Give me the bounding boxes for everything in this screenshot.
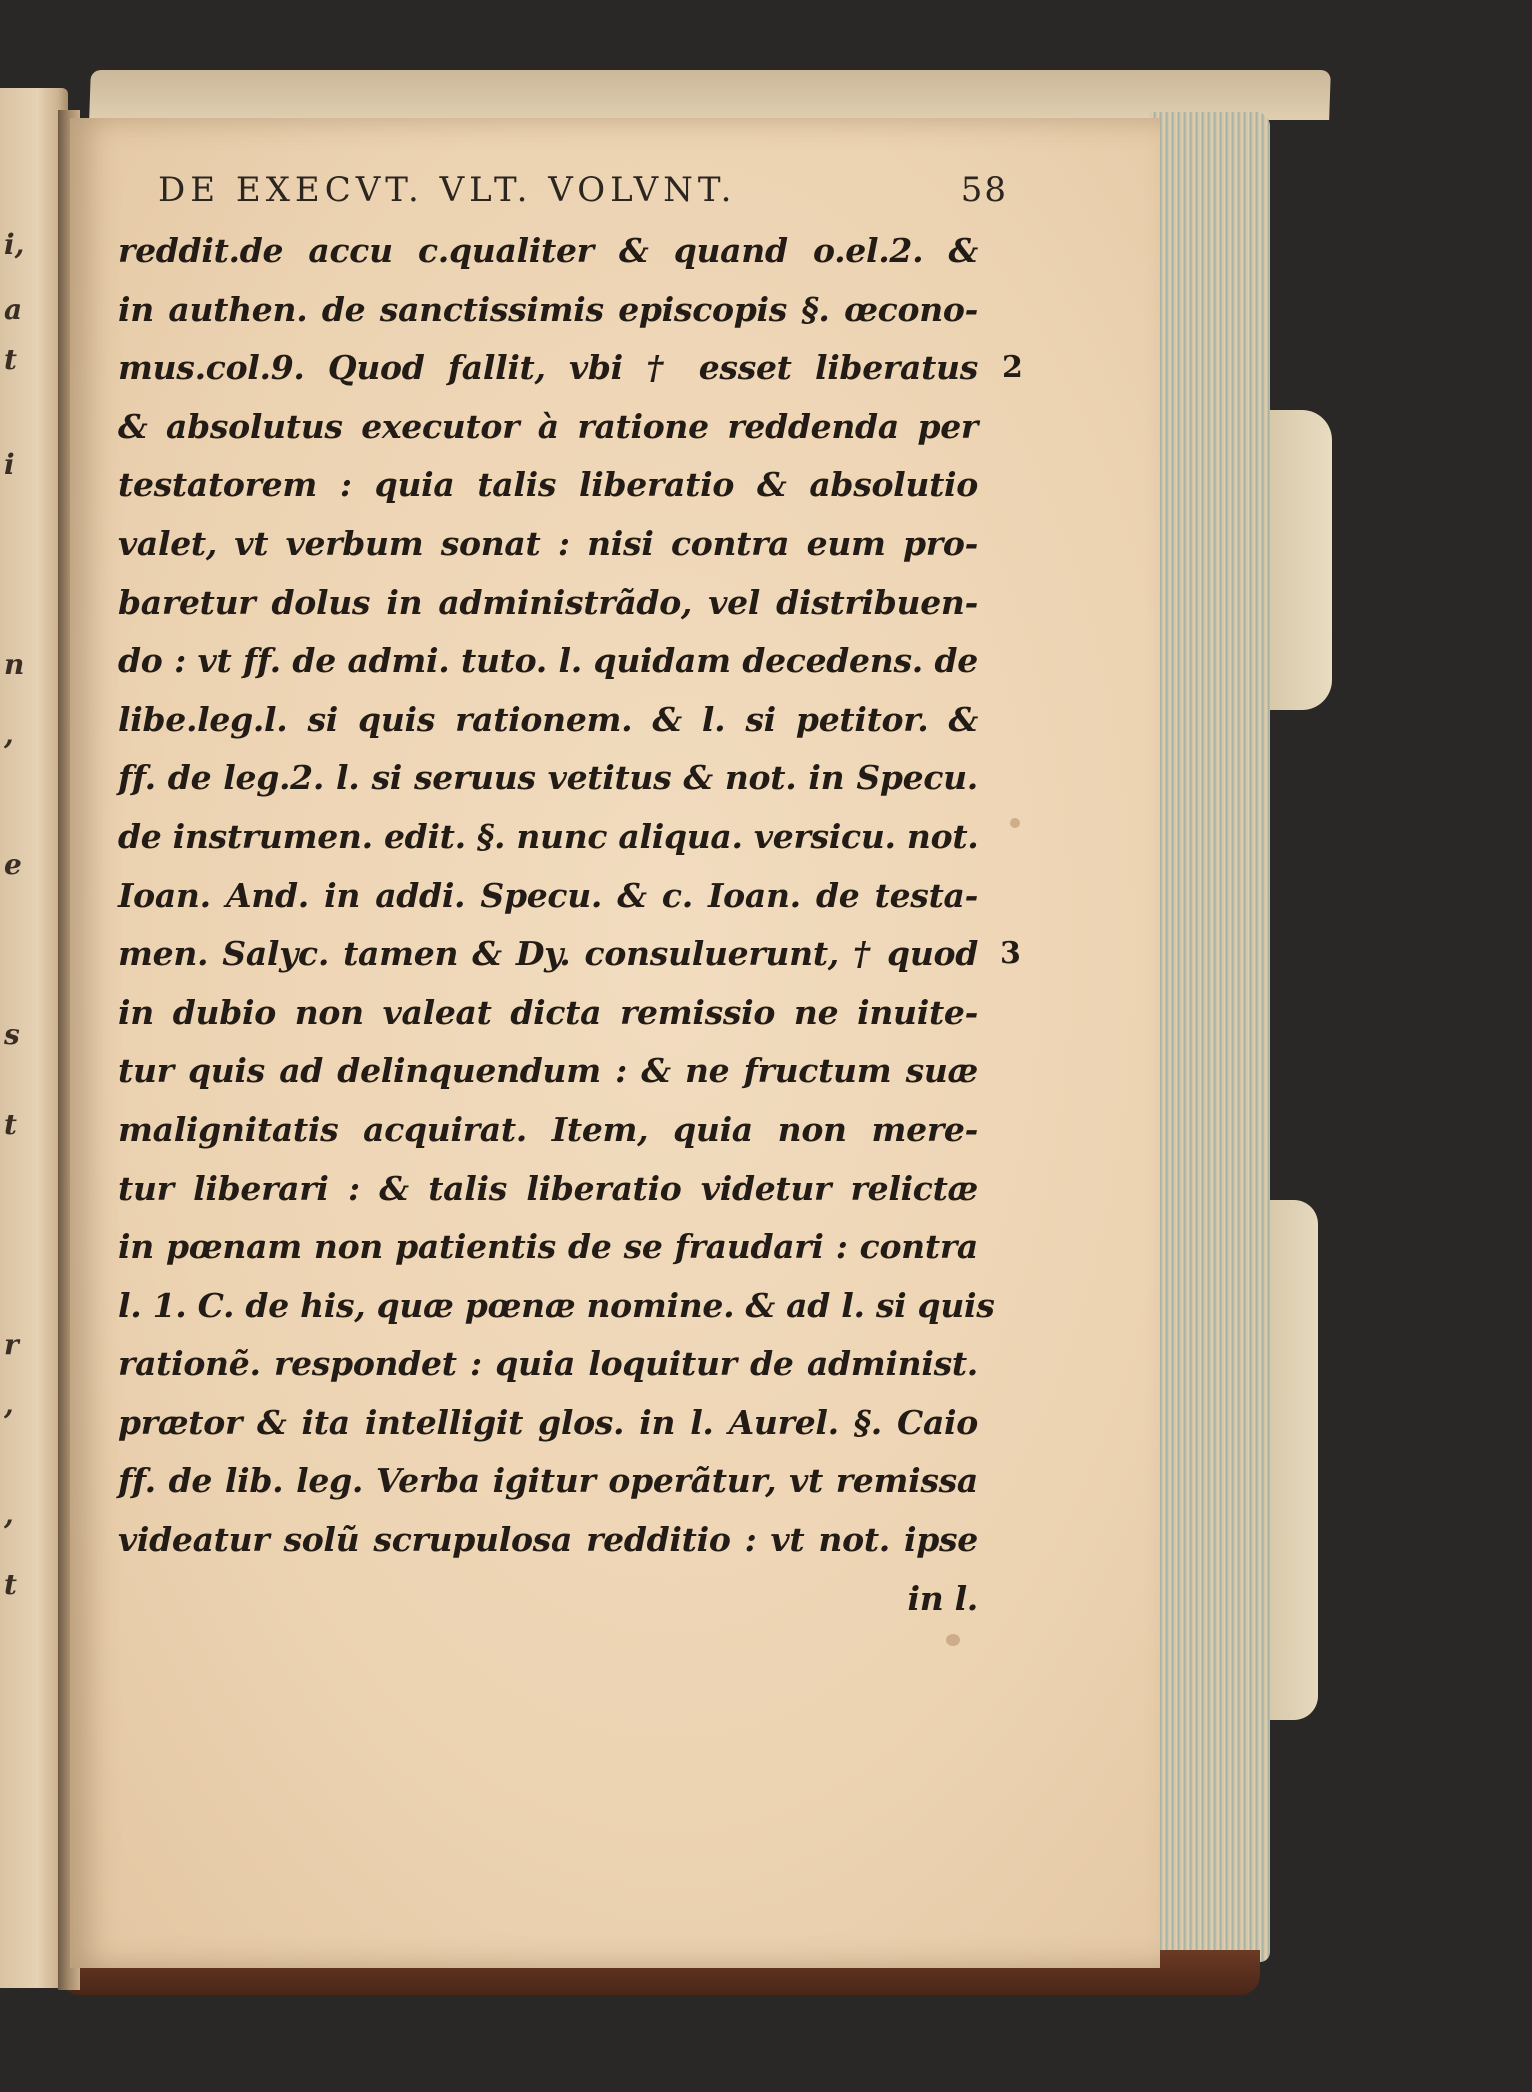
verso-fragment: r — [4, 1328, 19, 1361]
verso-fragment: n — [4, 648, 25, 681]
text-line: ff. de leg.2. l. si seruus vetitus & not. in Specu. — [118, 758, 978, 798]
verso-fragment: t — [4, 343, 17, 376]
text-line: de instrumen. edit. §. nunc aliqua. versicu. not. — [118, 816, 979, 856]
margin-number: 3 — [1000, 936, 1021, 971]
folio-number: 58 — [960, 170, 1008, 210]
text-line: tur liberari : & talis liberatio videtur relictæ — [118, 1168, 978, 1208]
text-line: prætor & ita intelligit glos. in l. Aurel. §. Caio — [118, 1402, 978, 1442]
text-line: rationẽ. respondet : quia loquitur de administ. — [118, 1344, 978, 1384]
verso-fragment: s — [4, 1018, 20, 1051]
verso-fragment: , — [4, 1388, 14, 1421]
text-line: do : vt ff. de admi. tuto. l. quidam decedens. de — [118, 641, 978, 681]
torn-page-tab-lower — [1262, 1200, 1318, 1720]
verso-fragment: t — [4, 1108, 17, 1141]
body-text — [118, 222, 995, 1628]
text-line: ff. de lib. leg. Verba igitur operãtur, vt remissa — [118, 1461, 978, 1501]
text-line: Ioan. And. in addi. Specu. & c. Ioan. de testa- — [118, 875, 978, 915]
running-head-title: DE EXECVT. VLT. VOLVNT. — [158, 170, 737, 210]
paper-stain — [946, 1634, 960, 1646]
text-line: men. Salyc. tamen & Dy. consuluerunt, † quod — [118, 934, 978, 974]
text-line: & absolutus executor à ratione reddenda per — [118, 406, 978, 446]
text-line: tur quis ad delinquendum : & ne fructum suæ — [118, 1051, 978, 1091]
book-top-edge — [89, 70, 1331, 120]
text-line: libe.leg.l. si quis rationem. & l. si petitor. & — [118, 699, 978, 739]
text-line: videatur solũ scrupulosa redditio : vt not. ipse — [118, 1520, 978, 1560]
text-line: l. 1. C. de his, quæ pœnæ nomine. & ad l. si quis — [118, 1285, 995, 1325]
text-line: in pœnam non patientis de se fraudari : contra — [118, 1227, 978, 1267]
verso-fragment: e — [4, 848, 22, 881]
verso-fragment: t — [4, 1568, 17, 1601]
verso-fragment: , — [4, 718, 14, 751]
book-fore-edge — [1150, 112, 1270, 1962]
running-head — [158, 170, 1008, 210]
paper-stain — [1010, 818, 1020, 828]
margin-number: 2 — [1002, 350, 1023, 385]
text-line: in dubio non valeat dicta remissio ne inuite- — [118, 992, 978, 1032]
text-line: testatorem : quia talis liberatio & absolutio — [118, 465, 978, 505]
verso-fragment: a — [4, 293, 23, 326]
verso-fragment: i, — [4, 228, 25, 261]
recto-page — [70, 118, 1160, 1968]
text-line-catchword: in l. — [907, 1578, 978, 1618]
text-line: in authen. de sanctissimis episcopis §. œcono- — [118, 289, 978, 329]
text-line: reddit.de accu c.qualiter & quand o.el.2. & — [118, 231, 978, 270]
verso-fragment: , — [4, 1498, 14, 1531]
text-line: mus.col.9. Quod fallit, vbi † esset liberatus — [118, 348, 978, 388]
torn-page-tab — [1262, 410, 1332, 710]
text-line: baretur dolus in administrãdo, vel distribuen- — [118, 582, 978, 622]
verso-fragment: i — [4, 448, 15, 481]
text-line: malignitatis acquirat. Item, quia non mere- — [118, 1109, 978, 1149]
text-line: valet, vt verbum sonat : nisi contra eum pro- — [118, 523, 978, 563]
